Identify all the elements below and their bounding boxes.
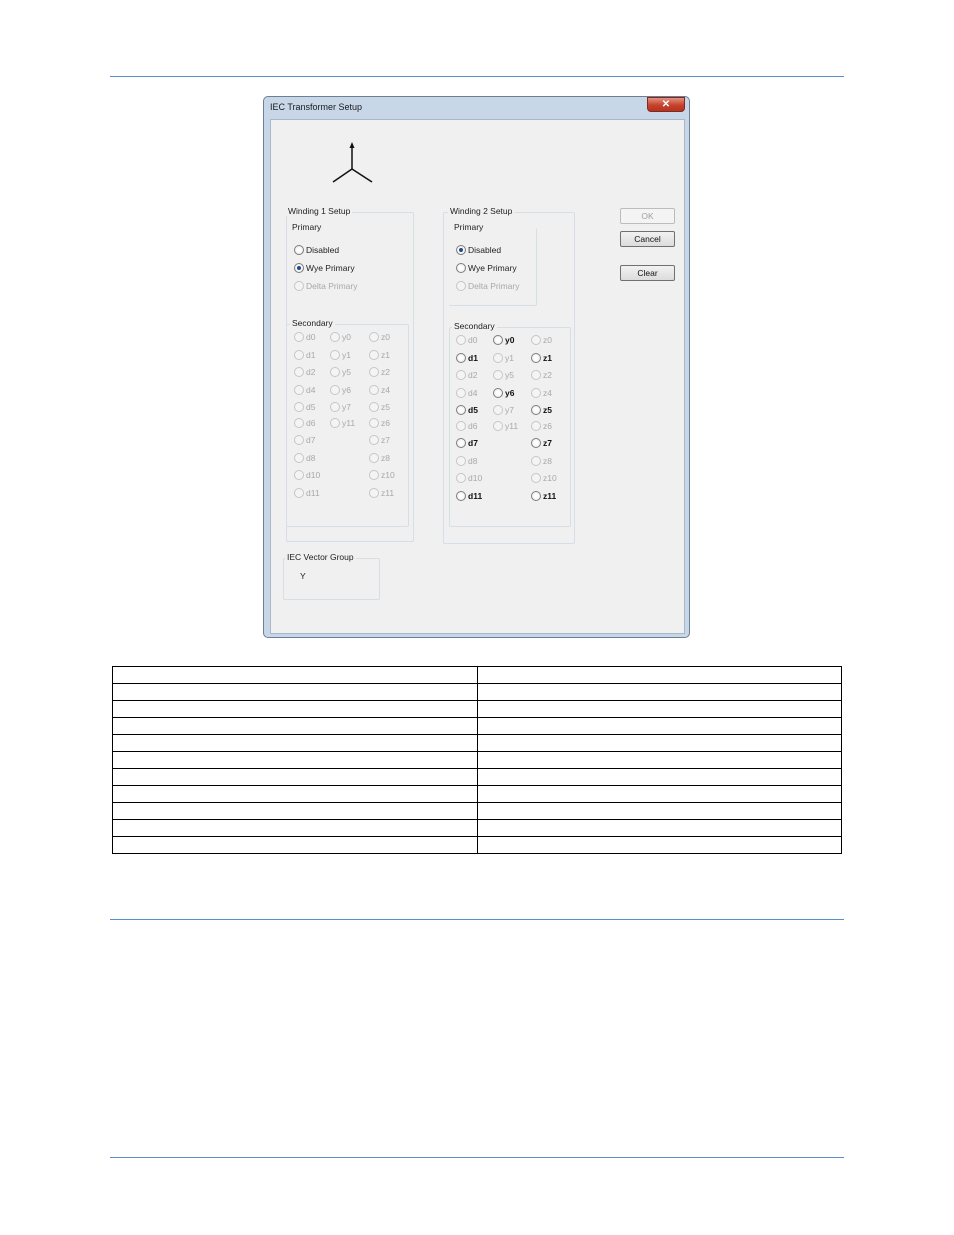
radio-label: d1 [468,353,478,363]
radio-circle-icon [531,473,541,483]
radio-label: z7 [381,435,390,445]
radio-circle-icon [456,281,466,291]
radio-label: d4 [468,388,478,398]
table-cell [477,752,842,769]
radio-label: d10 [468,473,483,483]
radio-label: z1 [381,350,390,360]
table-row [113,769,842,786]
table-cell [113,684,478,701]
radio-circle-icon [369,332,379,342]
vector-group-label: IEC Vector Group [287,552,354,562]
winding1-secondary-label: Secondary [292,318,333,328]
radio-circle-icon [531,353,541,363]
radio-circle-icon [456,473,466,483]
radio-circle-icon [493,353,503,363]
radio-circle-icon [330,332,340,342]
radio-label: y5 [342,367,351,377]
radio-circle-icon [456,438,466,448]
table-cell [477,786,842,803]
table-cell [113,837,478,854]
radio-circle-icon [294,470,304,480]
radio-circle-icon [369,470,379,480]
radio-circle-icon [369,402,379,412]
radio-label: z4 [543,388,552,398]
radio-label: d2 [306,367,316,377]
radio-label: Delta Primary [468,281,520,291]
dialog-window [263,96,690,638]
radio-label: z2 [381,367,390,377]
radio-circle-icon [493,405,503,415]
radio-label: z11 [543,491,557,501]
table-cell [477,718,842,735]
radio-circle-icon [369,367,379,377]
table-row [113,786,842,803]
radio-label: y0 [342,332,351,342]
radio-circle-icon [294,418,304,428]
radio-label: z4 [381,385,390,395]
radio-circle-icon [456,335,466,345]
radio-label: y7 [342,402,351,412]
radio-circle-icon [330,418,340,428]
radio-label: z5 [543,405,552,415]
radio-label: y0 [505,335,515,345]
radio-circle-icon [294,332,304,342]
close-button[interactable]: ✕ [647,97,685,112]
table-row [113,803,842,820]
radio-circle-icon [330,402,340,412]
table-cell [113,701,478,718]
radio-label: d0 [306,332,316,342]
radio-label: y1 [342,350,351,360]
radio-circle-icon [456,456,466,466]
radio-label: d2 [468,370,478,380]
radio-label: y1 [505,353,514,363]
radio-label: d0 [468,335,478,345]
radio-circle-icon [330,350,340,360]
radio-label: z11 [381,488,395,498]
radio-circle-icon [456,491,466,501]
radio-label: z8 [543,456,552,466]
radio-circle-icon [369,418,379,428]
radio-label: d7 [468,438,478,448]
radio-circle-icon [456,353,466,363]
radio-label: z7 [543,438,552,448]
dialog-client [270,119,685,634]
cancel-button[interactable]: Cancel [620,231,675,247]
radio-label: z10 [381,470,395,480]
radio-circle-icon [456,388,466,398]
radio-label: z6 [543,421,552,431]
radio-label: d7 [306,435,316,445]
radio-circle-icon [531,405,541,415]
radio-circle-icon [493,388,503,398]
radio-label: d11 [468,491,483,501]
table-cell [113,667,478,684]
winding1-title: Winding 1 Setup [288,206,351,216]
radio-circle-icon [531,438,541,448]
radio-circle-icon [456,421,466,431]
radio-label: d5 [306,402,316,412]
radio-label: d11 [306,488,320,498]
winding2-primary-label: Primary [454,222,484,232]
winding2-secondary-label: Secondary [454,321,495,331]
radio-label: z0 [543,335,552,345]
radio-circle-icon [493,421,503,431]
table-cell [113,786,478,803]
radio-circle-icon [456,263,466,273]
radio-circle-icon [369,435,379,445]
blank-table [112,666,842,854]
table-cell [113,803,478,820]
table-cell [113,769,478,786]
radio-label: z8 [381,453,390,463]
radio-circle-icon [294,245,304,255]
radio-label: y11 [342,418,356,428]
radio-circle-icon [294,453,304,463]
radio-label: z0 [381,332,390,342]
table-cell [477,735,842,752]
radio-label: Disabled [468,245,502,255]
radio-circle-icon [456,245,466,255]
radio-label: d8 [306,453,316,463]
table-cell [477,701,842,718]
radio-label: z6 [381,418,390,428]
table-cell [113,735,478,752]
radio-circle-icon [330,367,340,377]
vector-group-value: Y [300,571,306,581]
radio-label: z1 [543,353,552,363]
table-row [113,820,842,837]
radio-label: y7 [505,405,514,415]
radio-circle-icon [294,385,304,395]
radio-label: y5 [505,370,514,380]
radio-label: z10 [543,473,557,483]
radio-label: d1 [306,350,316,360]
table-cell [113,820,478,837]
table-cell [113,752,478,769]
table-row [113,667,842,684]
table-cell [477,820,842,837]
radio-circle-icon [531,335,541,345]
radio-label: y11 [505,421,519,431]
radio-label: d10 [306,470,321,480]
radio-circle-icon [369,453,379,463]
vector-group-box [283,558,380,600]
table-row [113,752,842,769]
radio-label: z2 [543,370,552,380]
radio-label: d6 [306,418,316,428]
radio-circle-icon [294,435,304,445]
radio-circle-icon [531,388,541,398]
radio-label: y6 [342,385,351,395]
radio-label: y6 [505,388,515,398]
radio-circle-icon [369,385,379,395]
table-cell [477,803,842,820]
table-row [113,735,842,752]
table-row [113,684,842,701]
radio-circle-icon [493,335,503,345]
table-row [113,701,842,718]
table-cell [477,667,842,684]
radio-circle-icon [456,405,466,415]
header-rule [110,76,844,77]
table-row [113,837,842,854]
radio-circle-icon [294,402,304,412]
radio-label: d6 [468,421,478,431]
table-cell [477,769,842,786]
winding2-title: Winding 2 Setup [450,206,513,216]
section-rule [110,919,844,920]
radio-label: Delta Primary [306,281,358,291]
window-title: IEC Transformer Setup [270,102,363,112]
radio-circle-icon [294,281,304,291]
radio-label: z5 [381,402,390,412]
radio-circle-icon [531,456,541,466]
radio-circle-icon [531,421,541,431]
clear-button[interactable]: Clear [620,265,675,281]
radio-circle-icon [294,263,304,273]
radio-circle-icon [294,350,304,360]
radio-label: d8 [468,456,478,466]
radio-circle-icon [531,370,541,380]
table-row [113,718,842,735]
table-cell [113,718,478,735]
radio-label: Disabled [306,245,340,255]
winding1-primary-label: Primary [292,222,322,232]
radio-label: Wye Primary [468,263,517,273]
radio-circle-icon [369,350,379,360]
ok-button[interactable]: OK [620,208,675,224]
table-cell [477,837,842,854]
radio-label: d4 [306,385,316,395]
radio-label: Wye Primary [306,263,355,273]
radio-circle-icon [493,370,503,380]
radio-circle-icon [369,488,379,498]
radio-circle-icon [456,370,466,380]
radio-label: d5 [468,405,478,415]
footer-rule [110,1157,844,1158]
wye-symbol-icon [327,140,373,186]
radio-circle-icon [330,385,340,395]
radio-circle-icon [294,488,304,498]
radio-circle-icon [531,491,541,501]
radio-circle-icon [294,367,304,377]
table-cell [477,684,842,701]
